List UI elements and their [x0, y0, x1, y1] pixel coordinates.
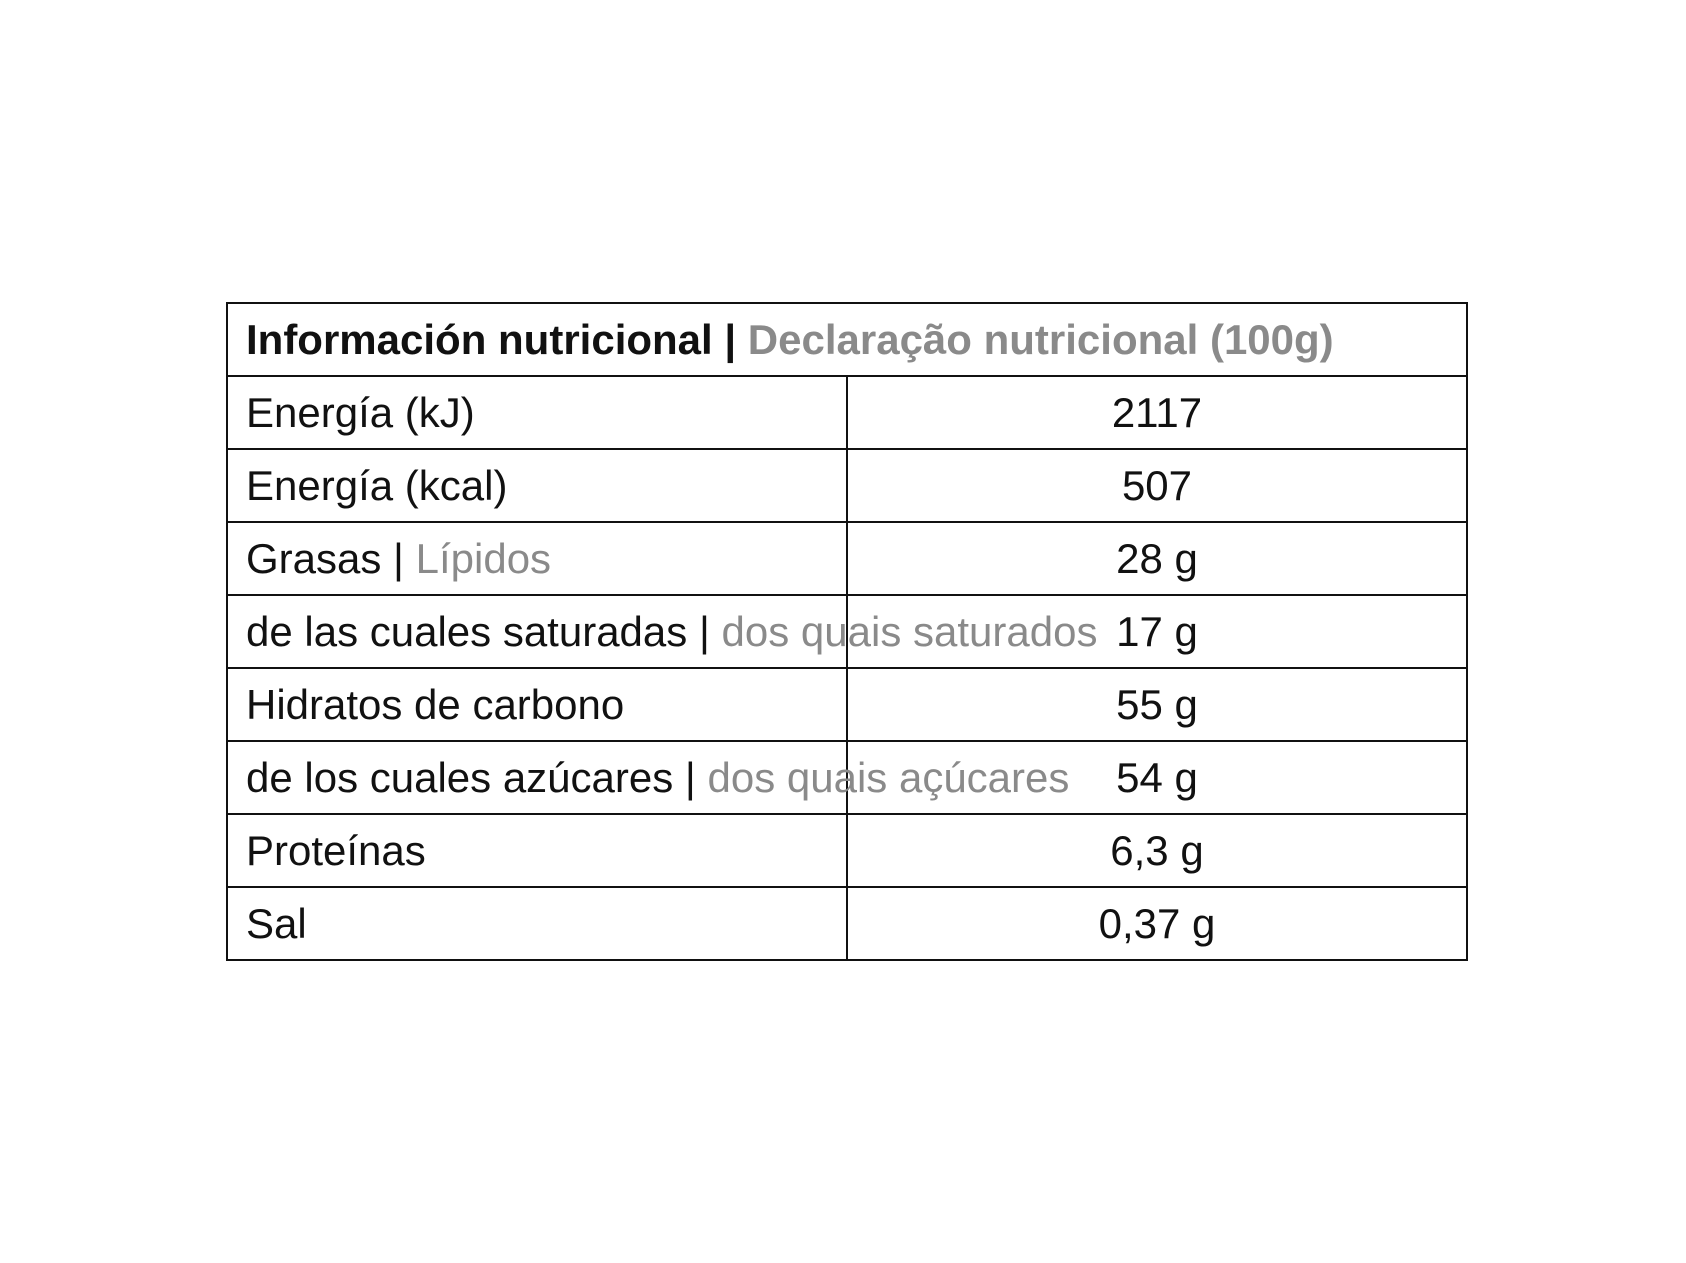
nutrient-label-pt: dos quais saturados	[721, 607, 1098, 655]
nutrient-label	[227, 741, 1070, 814]
table-header-row	[227, 303, 1467, 376]
nutrient-label-es: Proteínas	[246, 826, 426, 874]
nutrition-table	[226, 302, 1468, 961]
nutrient-label	[227, 814, 847, 887]
label-separator: |	[687, 607, 722, 655]
nutrient-value: 507	[847, 449, 1467, 522]
nutrient-value: 17 g	[847, 595, 1467, 668]
nutrient-value: 54 g	[847, 741, 1467, 814]
table-row	[227, 887, 1467, 960]
label-separator: |	[381, 534, 416, 582]
table-row	[227, 449, 1467, 522]
table-title	[227, 303, 1467, 376]
nutrient-label	[227, 887, 847, 960]
label-separator: |	[673, 753, 708, 801]
title-separator: |	[712, 315, 748, 363]
nutrient-value: 28 g	[847, 522, 1467, 595]
nutrient-label	[227, 376, 847, 449]
table-row	[227, 741, 1467, 814]
nutrient-label	[227, 522, 847, 595]
table-row	[227, 668, 1467, 741]
table-row	[227, 595, 1467, 668]
nutrient-label-pt: Lípidos	[415, 534, 552, 582]
nutrient-value: 6,3 g	[847, 814, 1467, 887]
nutrient-label	[227, 449, 847, 522]
nutrient-label-es: Energía (kJ)	[246, 388, 475, 436]
title-spanish: Información nutricional	[246, 315, 713, 363]
nutrient-label-es: de los cuales azúcares	[246, 753, 674, 801]
nutrient-label	[227, 595, 1098, 668]
nutrient-label-es: Energía (kcal)	[246, 461, 508, 509]
nutrient-label-es: de las cuales saturadas	[246, 607, 688, 655]
nutrient-label-es: Grasas	[246, 534, 382, 582]
table-row	[227, 522, 1467, 595]
nutrient-value: 2117	[847, 376, 1467, 449]
table-row	[227, 814, 1467, 887]
nutrient-label	[227, 668, 847, 741]
nutrient-label-pt: dos quais açúcares	[707, 753, 1070, 801]
nutrient-value: 55 g	[847, 668, 1467, 741]
nutrient-value: 0,37 g	[847, 887, 1467, 960]
nutrient-label-es: Sal	[246, 899, 307, 947]
nutrient-label-es: Hidratos de carbono	[246, 680, 625, 728]
table-row	[227, 376, 1467, 449]
title-portuguese: Declaração nutricional (100g)	[747, 315, 1334, 363]
